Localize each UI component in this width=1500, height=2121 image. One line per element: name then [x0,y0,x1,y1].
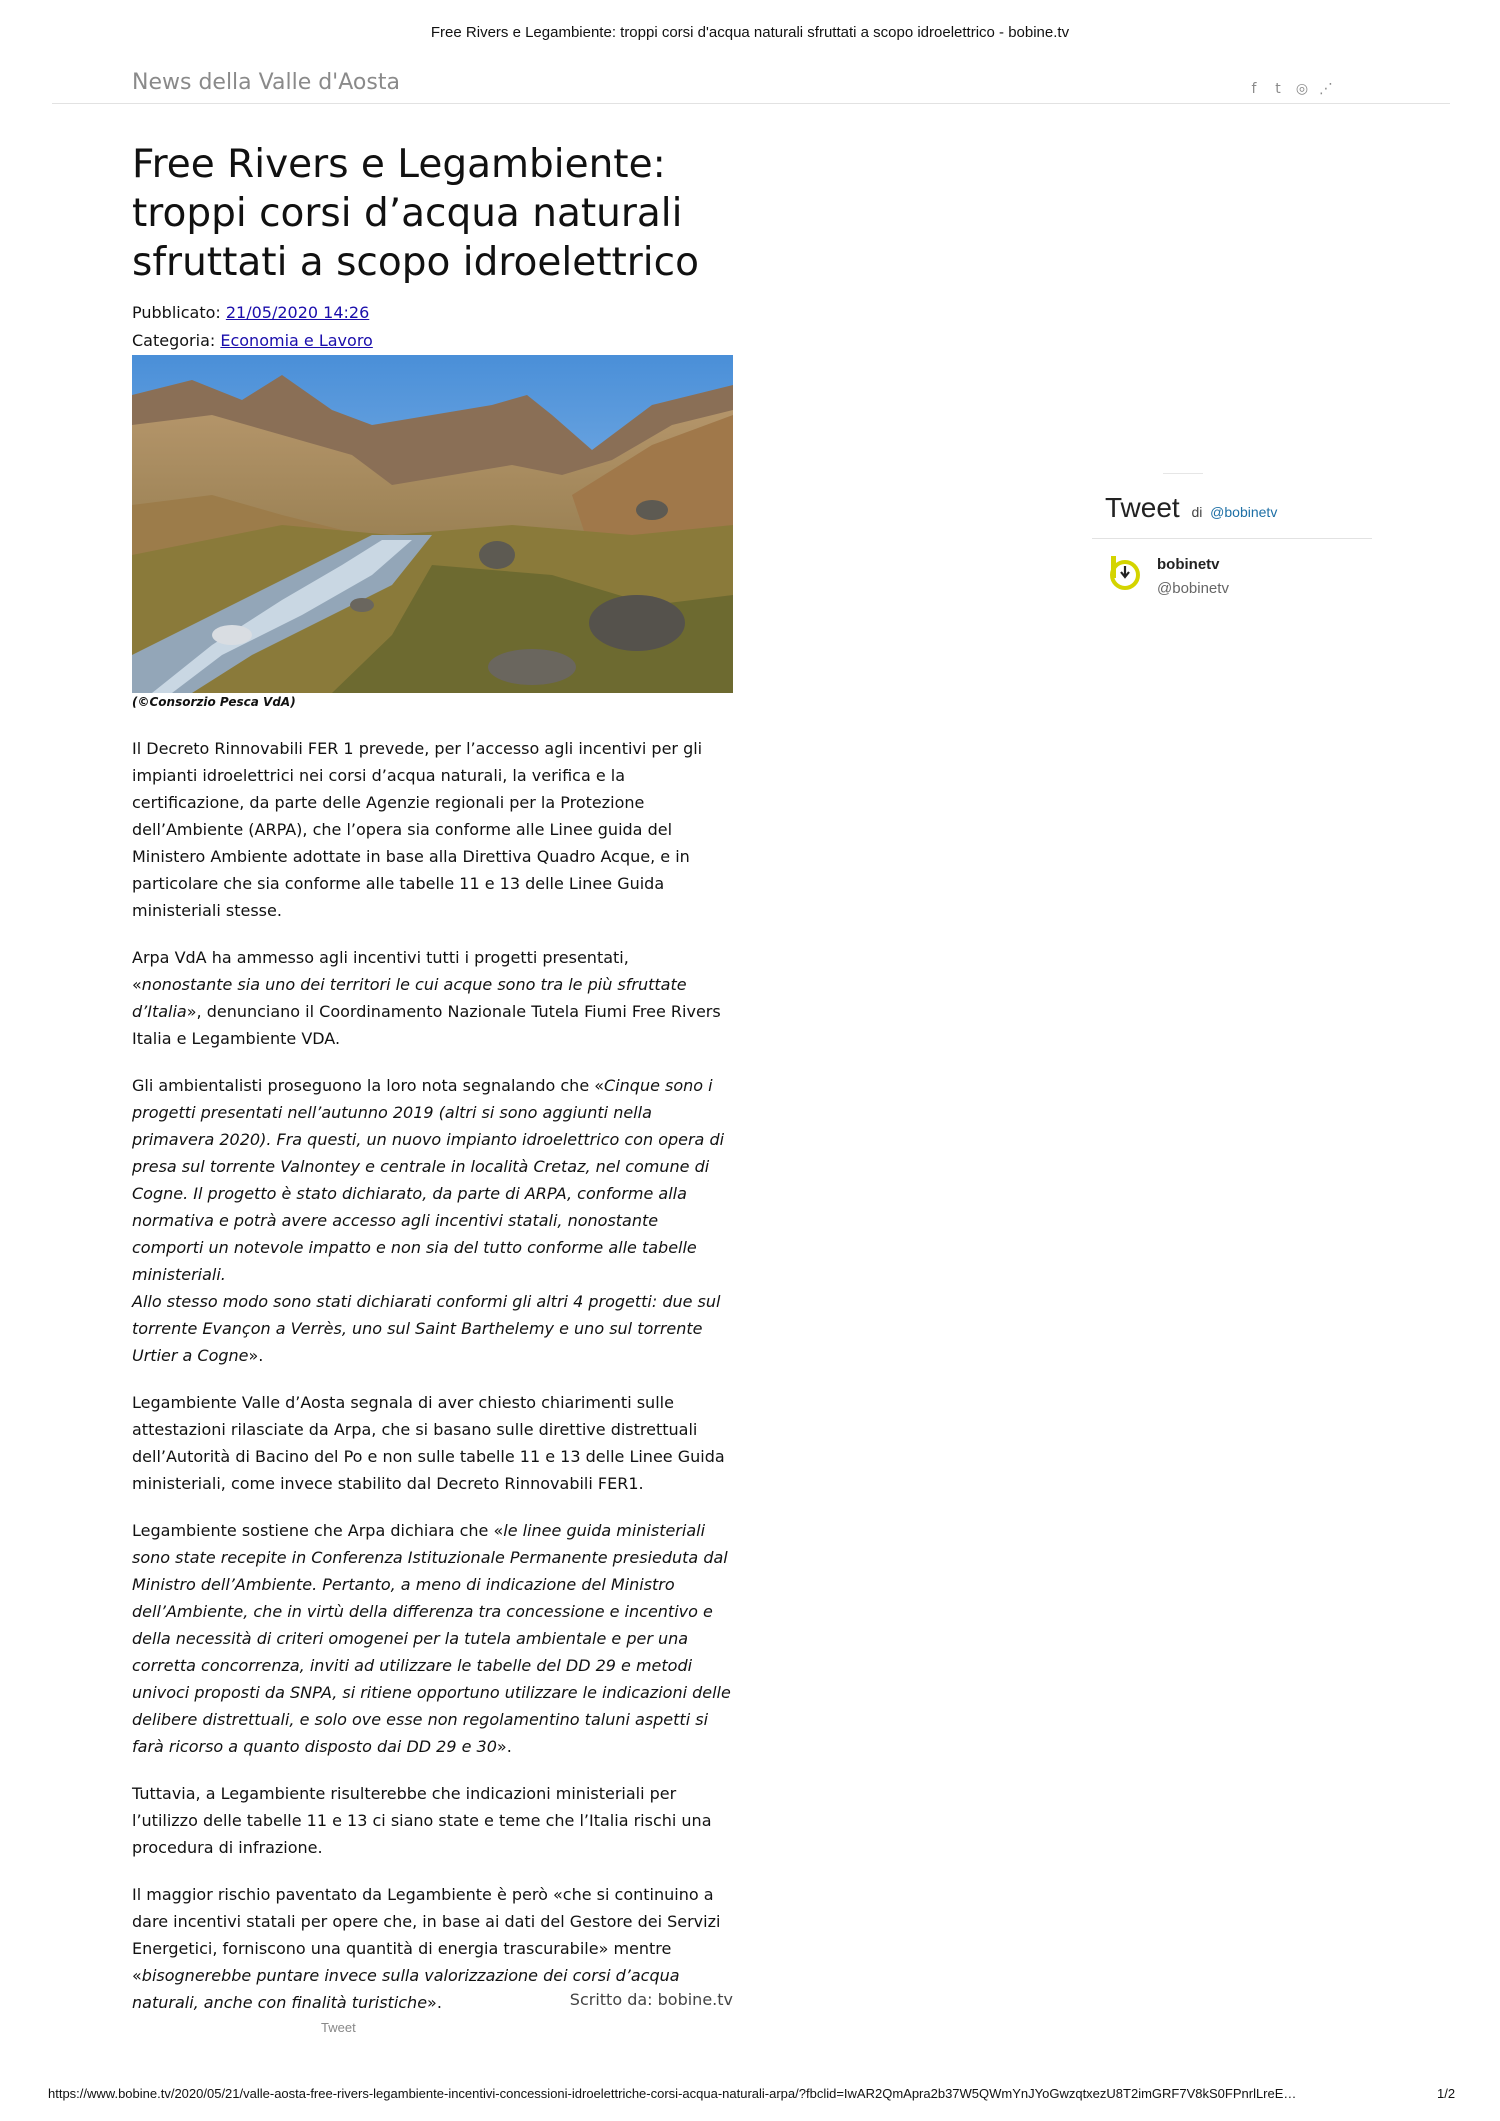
paragraph-text: Arpa VdA ha ammesso agli incentivi tutti i progetti presentati, « [132,948,629,994]
print-footer-url: https://www.bobine.tv/2020/05/21/valle-aosta-free-rivers-legambiente-incentivi-concessioni-idroelettriche-corsi-acqua-naturali-arpa/?fbclid=IwAR2QmApra2b37W5QWmYnJYoGwzqtxezU8T2imGRF7V8kS0FPnrlLreE… [48,2086,1297,2101]
widget-account-name[interactable]: bobinetv [1157,556,1220,573]
facebook-icon[interactable]: f [1251,81,1257,97]
article-body [132,735,733,2036]
paragraph-text: Gli ambientalisti proseguono la loro nota segnalando che « [132,1076,605,1095]
article-paragraph [132,944,733,1052]
category-meta [132,331,373,350]
paragraph-text: Tuttavia, a Legambiente risulterebbe che indicazioni ministeriali per l’utilizzo delle tabelle 11 e 13 ci siano state e teme che l’Italia rischi una procedura di infrazione. [132,1784,712,1857]
published-meta [132,303,369,322]
widget-top-rule [1163,473,1203,474]
widget-handle-link[interactable]: @bobinetv [1210,504,1278,520]
bobinetv-logo-icon[interactable] [1107,554,1143,590]
article-paragraph [132,1389,733,1497]
rss-icon[interactable]: ⋰ [1319,81,1333,97]
paragraph-text: », denunciano il Coordinamento Nazionale Tutela Fiumi Free Rivers Italia e Legambiente VDA. [132,1002,721,1048]
twitter-widget-title [1105,492,1277,524]
paragraph-text: Legambiente Valle d’Aosta segnala di aver chiesto chiarimenti sulle attestazioni rilasciate da Arpa, che si basano sulle direttive distrettuali dell’Autorità di Bacino del Po e non sulle tabelle 11 e 13 delle Linee Guida ministeriali, come invece stabilito dal Decreto Rinnovabili FER1. [132,1393,725,1493]
widget-account-handle[interactable]: @bobinetv [1157,580,1229,597]
paragraph-text: Il Decreto Rinnovabili FER 1 prevede, per l’accesso agli incentivi per gli impianti idroelettrici nei corsi d’acqua naturali, la verifica e la certificazione, da parte delle Agenzie regionali per la Protezione dell’Ambiente (ARPA), che l’opera sia conforme alle Linee guida del Ministero Ambiente adottate in base alla Direttiva Quadro Acque, e in particolare che sia conforme alle tabelle 11 e 13 delle Linee Guida ministeriali stesse. [132,739,703,920]
article-paragraph [132,1072,733,1369]
article-title: Free Rivers e Legambiente: troppi corsi d’acqua naturali sfruttati a scopo idroelettrico [132,142,699,285]
site-name[interactable]: News della Valle d'Aosta [132,70,400,95]
article-paragraph [132,1517,733,1760]
quoted-text: nonostante sia uno dei territori le cui acque sono tra le più sfruttate d’Italia [132,975,687,1021]
twitter-icon[interactable]: t [1275,81,1281,97]
quoted-text: bisognerebbe puntare invece sulla valorizzazione dei corsi d’acqua naturali, anche con finalità turistiche [132,1966,680,2012]
widget-title-text: Tweet [1105,492,1180,523]
paragraph-text: ». [427,1993,442,2012]
paragraph-text: ». [496,1737,512,1756]
quoted-text: Cinque sono i progetti presentati nell’autunno 2019 (altri si sono aggiunti nella primavera 2020). Fra questi, un nuovo impianto idroelettrico con opera di presa sul torrente Valnontey e centrale in località Cretaz, nel comune di Cogne. Il progetto è stato dichiarato, da parte di ARPA, conforme alla normativa e potrà avere accesso agli incentivi statali, nonostante comporti un notevole impatto e non sia del tutto conforme alle tabelle ministeriali. [132,1076,725,1284]
article-paragraph [132,735,733,924]
widget-by-label: di [1191,504,1203,520]
header-divider [52,103,1450,104]
quoted-text: le linee guida ministeriali sono state recepite in Conferenza Istituzionale Permanente presieduta dal Ministro dell’Ambiente. Pertanto, a meno di indicazione del Ministro dell’Ambiente, che in virtù della differenza tra concessione e incentivo e della necessità di criteri omogenei per la tutela ambientale e per una corretta concorrenza, inviti ad utilizzare le tabelle del DD 29 e metodi univoci proposti da SNPA, si ritiene opportuno utilizzare le indicazioni delle delibere distrettuali, e solo ove esse non regolamentino taluni aspetti si farà ricorso a quanto disposto dai DD 29 e 30 [132,1521,731,1756]
published-date-link[interactable]: 21/05/2020 14:26 [225,303,370,322]
paragraph-text: ». [248,1346,264,1365]
image-caption: (©Consorzio Pesca VdA) [132,695,296,709]
paragraph-text: Legambiente sostiene che Arpa dichiara che « [132,1521,504,1540]
quoted-text: Allo stesso modo sono stati dichiarati conformi gli altri 4 progetti: due sul torrente Evançon a Verrès, uno sul Saint Barthelemy e uno sul torrente Urtier a Cogne [132,1292,721,1365]
widget-divider [1092,538,1372,539]
instagram-icon[interactable]: ◎ [1295,81,1309,97]
article-paragraph [132,1780,733,1861]
print-footer-page-number: 1/2 [1437,2086,1456,2101]
print-header: Free Rivers e Legambiente: troppi corsi d'acqua naturali sfruttati a scopo idroelettrico - bobine.tv [430,24,1070,41]
category-label: Categoria: [132,331,216,350]
article-image [132,355,733,693]
published-label: Pubblicato: [132,303,221,322]
tweet-button[interactable]: Tweet [321,2020,356,2035]
paragraph-text: Il maggior rischio paventato da Legambiente è però «che si continuino a dare incentivi statali per opere che, in base ai dati del Gestore dei Servizi Energetici, forniscono una quantità di energia trascurabile» mentre « [132,1885,721,1985]
category-link[interactable]: Economia e Lavoro [220,331,373,350]
social-links [1245,80,1335,98]
article-byline: Scritto da: bobine.tv [569,1990,733,2009]
